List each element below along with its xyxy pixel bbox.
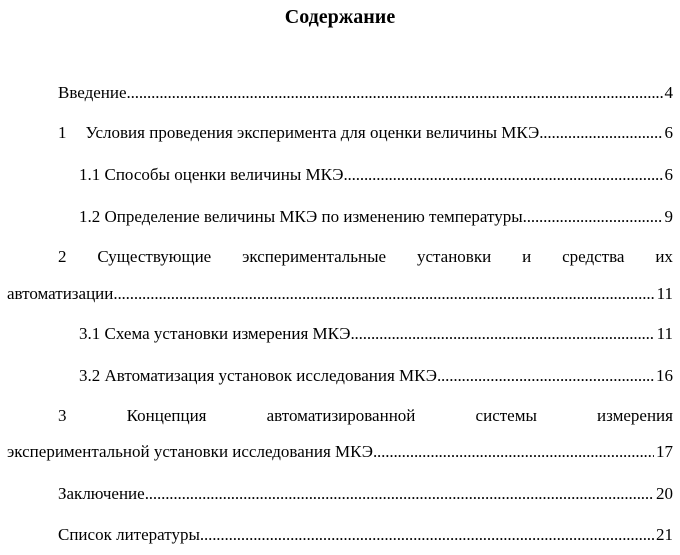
- toc-leader-dots: [437, 364, 654, 388]
- toc-entry-page: 21: [656, 525, 673, 544]
- toc-entry-page: 6: [664, 123, 673, 142]
- toc-entry-label: 1.1 Способы оценки величины МКЭ: [79, 165, 344, 184]
- toc-entry-label: Заключение: [58, 484, 145, 503]
- toc-leader-dots: [373, 440, 654, 464]
- toc-entry-page: 11: [656, 324, 673, 343]
- toc-entry-section-3-1[interactable]: [79, 322, 673, 346]
- toc-entry-section-1-2[interactable]: [79, 205, 673, 229]
- toc-word: Существующие: [97, 247, 212, 266]
- toc-entry-label: 1.2 Определение величины МКЭ по изменению температуры: [79, 207, 523, 226]
- toc-word: их: [655, 247, 673, 266]
- toc-entry-page: 16: [656, 366, 673, 385]
- toc-entry-conclusion[interactable]: [58, 482, 673, 506]
- toc-word: экспериментальные: [242, 247, 387, 266]
- toc-entry-label: Введение: [58, 83, 127, 102]
- toc-entry-references[interactable]: [58, 523, 673, 547]
- toc-entry-section-1-1[interactable]: [79, 163, 673, 187]
- toc-leader-dots: [145, 482, 654, 506]
- toc-leader-dots: [350, 322, 654, 346]
- toc-entry-number: 2: [58, 247, 67, 266]
- toc-entry-page: 9: [664, 207, 673, 226]
- toc-word: средства: [562, 247, 625, 266]
- toc-entry-section-3-2[interactable]: [79, 364, 673, 388]
- toc-entry-label: Условия проведения эксперимента для оценки величины МКЭ: [85, 123, 540, 142]
- toc-word: и: [522, 247, 532, 266]
- toc-leader-dots: [113, 282, 654, 306]
- toc-word: Концепция: [126, 406, 207, 425]
- toc-word: автоматизированной: [266, 406, 416, 425]
- toc-word: системы: [475, 406, 537, 425]
- toc-leader-dots: [343, 163, 662, 187]
- toc-entry-page: 17: [656, 442, 673, 461]
- toc-entry-number: 3: [58, 406, 67, 425]
- toc-entry-section-2-line2[interactable]: [7, 282, 673, 306]
- toc-entry-introduction[interactable]: [58, 81, 673, 105]
- toc-entry-label: 3.1 Схема установки измерения МКЭ: [79, 324, 351, 343]
- toc-entry-label: экспериментальной установки исследования МКЭ: [7, 442, 373, 461]
- toc-entry-section-3-line1[interactable]: [58, 404, 673, 428]
- toc-entry-label: Список литературы: [58, 525, 200, 544]
- toc-leader-dots: [200, 523, 654, 547]
- toc-entry-page: 20: [656, 484, 673, 503]
- toc-leader-dots: [523, 205, 663, 229]
- toc-title: Содержание: [284, 6, 396, 28]
- toc-entry-label: автоматизации: [7, 284, 114, 303]
- toc-entry-number: 1: [58, 123, 67, 142]
- toc-entry-page: 11: [656, 284, 673, 303]
- toc-entry-page: 6: [664, 165, 673, 184]
- toc-leader-dots: [539, 121, 662, 145]
- toc-word: измерения: [597, 406, 673, 425]
- toc-leader-dots: [127, 81, 663, 105]
- toc-entry-section-2-line1[interactable]: [58, 245, 673, 269]
- toc-entry-section-1[interactable]: [58, 121, 673, 145]
- toc-entry-label: 3.2 Автоматизация установок исследования МКЭ: [79, 366, 437, 385]
- toc-entry-page: 4: [664, 83, 673, 102]
- toc-entry-section-3-line2[interactable]: [7, 440, 673, 464]
- toc-word: установки: [416, 247, 492, 266]
